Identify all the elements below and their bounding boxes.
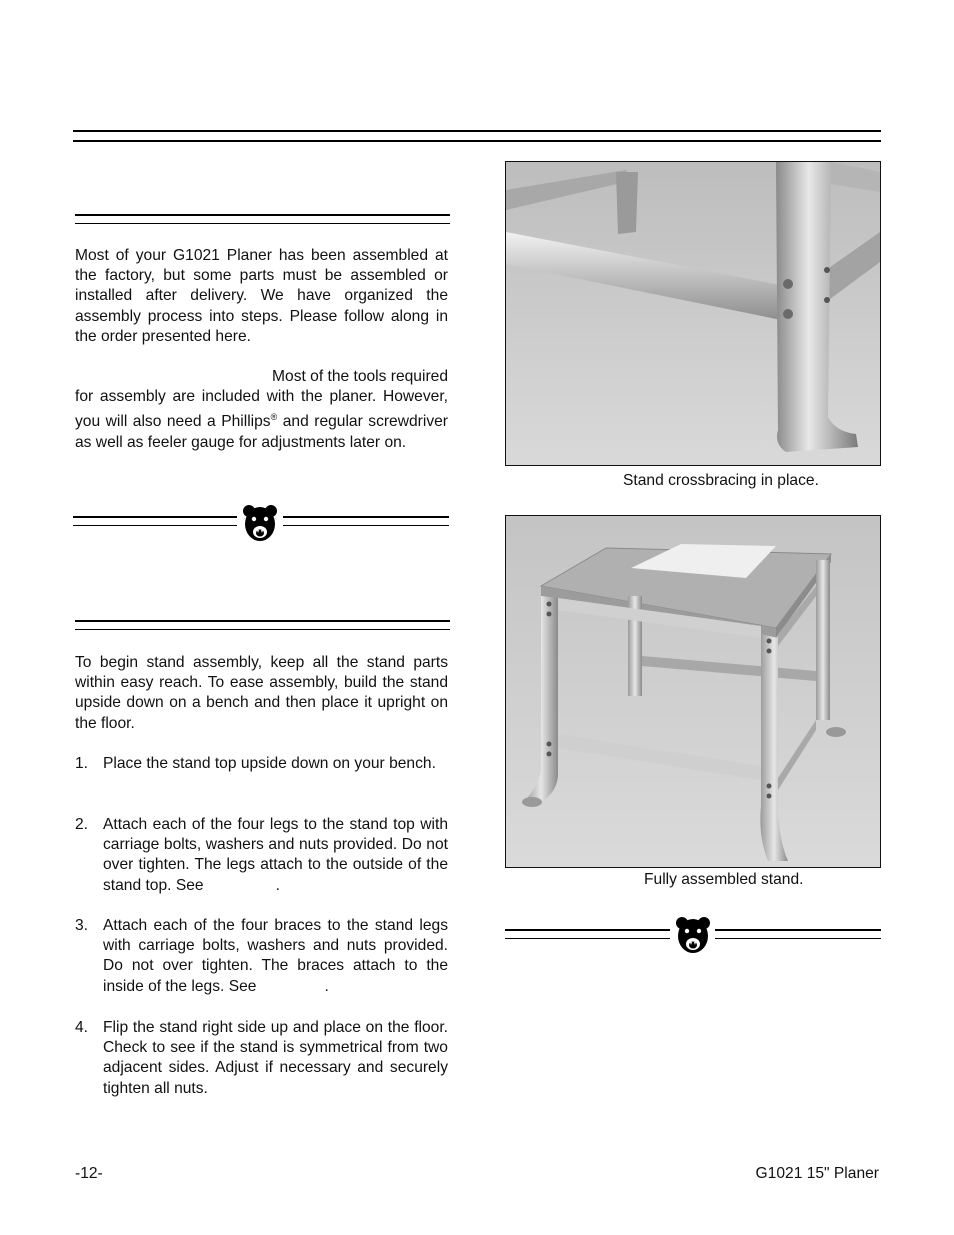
stand-rule-top	[75, 620, 450, 622]
crossbracing-photo	[505, 161, 881, 466]
crossbracing-illustration	[506, 162, 880, 465]
assembled-stand-illustration	[506, 516, 880, 867]
header-rule-top	[73, 130, 881, 132]
section-rule-top	[75, 214, 450, 216]
list-item	[75, 815, 448, 899]
list-item	[75, 754, 448, 796]
step-text: Flip the stand right side up and place on the floor. Check to see if the stand is symmetrical from two adjacent sides. Adjust if necessary and securely tighten all nuts.	[103, 1019, 448, 1097]
divider-right-rule-b1	[715, 929, 881, 931]
divider-right-rule-b2	[715, 938, 881, 939]
page-number: -12-	[75, 1165, 103, 1182]
tools-paragraph-text: for assembly are included with the planer. However, you will also need a Phillips	[75, 388, 448, 431]
registered-mark: ®	[270, 412, 278, 423]
tools-paragraph-end: and regular screwdriver as well as feeler gauge for adjustments later on.	[75, 413, 448, 451]
stand-rule-bottom	[75, 629, 450, 630]
step-text: Attach each of the four legs to the stand top with carriage bolts, washers and nuts provided. Do not over tighten. The legs attach to the outside of the stand top. See	[103, 816, 448, 894]
divider-left-rule-a1	[73, 516, 237, 518]
assembled-stand-photo	[505, 515, 881, 868]
step-number: 1.	[75, 755, 89, 772]
tools-paragraph-line1: Most of the tools required	[272, 368, 448, 385]
figure-caption: Fully assembled stand.	[644, 871, 804, 888]
divider-right-rule-a1	[505, 929, 670, 931]
header-rule-bottom	[73, 140, 881, 142]
list-item	[75, 1018, 448, 1102]
step-number: 2.	[75, 816, 89, 833]
divider-left-rule-a2	[73, 525, 237, 526]
stand-intro-paragraph: To begin stand assembly, keep all the stand parts within easy reach. To ease assembly, build the stand upside down on a bench and then place it upright on the floor.	[75, 654, 448, 732]
step-end: .	[275, 876, 280, 894]
divider-left-rule-b2	[283, 525, 449, 526]
step-text: Attach each of the four braces to the stand legs with carriage bolts, washers and nuts provided. Do not over tighten. The braces attach to the inside of the legs. See	[103, 917, 448, 995]
step-text: Place the stand top upside down on your bench.	[103, 755, 436, 772]
intro-paragraph: Most of your G1021 Planer has been assembled at the factory, but some parts must be assembled or installed after delivery. We have organized the assembly process into steps. Please follow along in the order presented here.	[75, 247, 448, 345]
divider-right-rule-a2	[505, 938, 670, 939]
step-end: .	[324, 977, 329, 995]
tools-paragraph	[75, 367, 448, 453]
divider-left-rule-b1	[283, 516, 449, 518]
bear-logo-icon	[241, 503, 279, 543]
step-number: 4.	[75, 1019, 89, 1036]
section-rule-bottom	[75, 223, 450, 224]
figure-caption: Stand crossbracing in place.	[623, 472, 819, 489]
product-name: G1021 15" Planer	[755, 1165, 879, 1182]
list-item	[75, 916, 448, 1000]
step-number: 3.	[75, 917, 89, 934]
bear-logo-icon	[674, 915, 712, 955]
